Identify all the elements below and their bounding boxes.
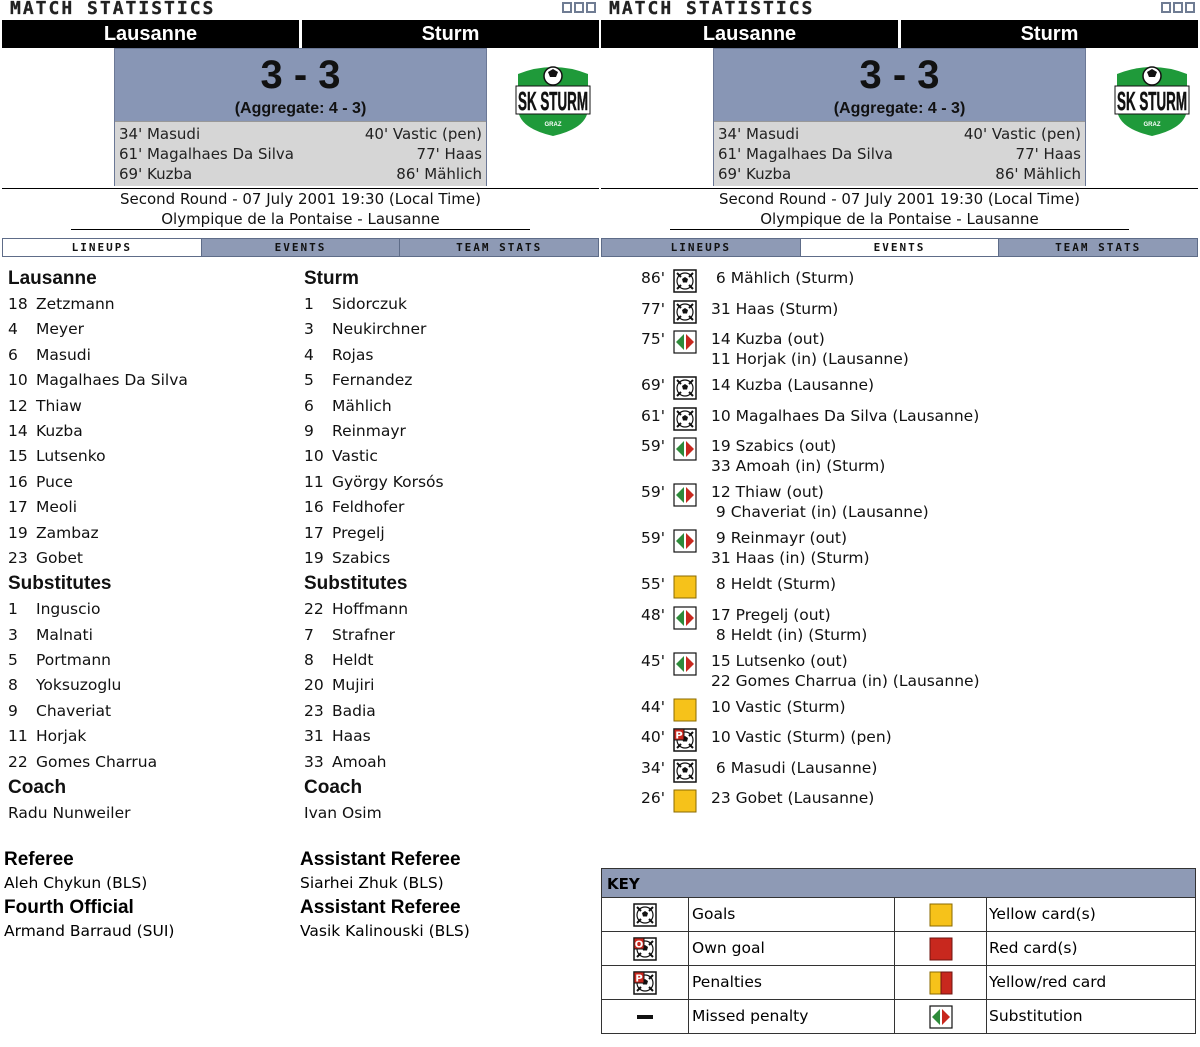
missed-icon	[602, 1000, 689, 1033]
yellow-icon	[896, 898, 987, 931]
lineups-panel	[2, 0, 599, 1047]
score-box	[713, 48, 1086, 186]
svg-text:P: P	[675, 730, 683, 742]
event-minute: 86'	[641, 269, 665, 287]
key-title: KEY	[602, 869, 1195, 898]
window-button-icon[interactable]	[1161, 2, 1171, 13]
player-row	[8, 597, 188, 622]
window-buttons	[1161, 2, 1195, 13]
event-text	[711, 788, 874, 808]
player-number: 14	[8, 421, 28, 440]
event-minute: 69'	[641, 376, 665, 394]
event-row	[601, 725, 1198, 756]
player-number: 16	[304, 498, 324, 517]
player-number: 4	[8, 320, 18, 339]
player-number: 6	[304, 396, 314, 415]
scorers	[714, 121, 1085, 186]
key-label: Red card(s)	[989, 939, 1078, 957]
event-line: 10 Magalhaes Da Silva (Lausanne)	[711, 406, 980, 425]
away-team-name: Sturm	[421, 23, 480, 45]
player-number: 1	[8, 600, 18, 619]
player-name: Portmann	[36, 651, 111, 670]
player-name: Meoli	[36, 498, 78, 517]
player-name: Mujiri	[332, 676, 375, 695]
svg-text:GRAZ: GRAZ	[1143, 122, 1161, 128]
home-scorers	[119, 124, 294, 184]
event-minute: 45'	[641, 651, 665, 670]
player-name: Strafner	[332, 625, 395, 644]
scorer: 77' Haas	[416, 145, 482, 163]
goal-icon	[673, 759, 697, 783]
player-row	[304, 317, 444, 342]
goal-icon	[673, 269, 697, 293]
player-name: Amoah	[332, 752, 387, 771]
svg-text:GRAZ: GRAZ	[544, 122, 562, 128]
event-row	[601, 649, 1198, 695]
event-line: 6 Masudi (Lausanne)	[711, 758, 878, 777]
key-label: Own goal	[692, 932, 895, 965]
player-number: 15	[8, 447, 28, 466]
official-name: Armand Barraud (SUI)	[4, 922, 175, 940]
player-name: György Korsós	[332, 472, 444, 491]
match-info	[601, 188, 1198, 230]
tab-events[interactable]: EVENTS	[800, 239, 999, 256]
away-scorers	[365, 124, 482, 184]
player-number: 11	[8, 727, 28, 746]
player-number: 12	[8, 396, 28, 415]
event-line: 9 Reinmayr (out)	[711, 529, 848, 547]
penalty-icon	[602, 966, 689, 999]
player-number: 1	[304, 295, 314, 313]
substitutes-heading: Substitutes	[8, 573, 112, 595]
event-row	[601, 404, 1198, 435]
key-row	[602, 966, 1195, 1000]
event-row	[601, 526, 1198, 572]
aggregate-score: (Aggregate: 4 - 3)	[234, 100, 367, 117]
event-line: 14 Kuzba (Lausanne)	[711, 376, 875, 394]
event-line: 33 Amoah (in) (Sturm)	[711, 457, 886, 475]
event-minute: 59'	[641, 529, 665, 547]
sub-icon	[673, 606, 697, 630]
event-row	[601, 480, 1198, 526]
home-scorers	[718, 124, 893, 184]
player-name: Zambaz	[36, 523, 99, 542]
player-number: 22	[304, 600, 324, 619]
official-name: Vasik Kalinouski (BLS)	[300, 922, 470, 940]
player-name: Fernandez	[332, 371, 413, 390]
official-title: Assistant Referee	[300, 897, 461, 918]
window-button-icon[interactable]	[1173, 2, 1183, 13]
player-number: 22	[8, 752, 28, 771]
away-scorers	[964, 124, 1081, 184]
event-line: 15 Lutsenko (out)	[711, 651, 848, 670]
event-line: 31 Haas (Sturm)	[711, 299, 839, 318]
player-row	[8, 343, 188, 368]
event-line: 8 Heldt (in) (Sturm)	[711, 625, 868, 644]
player-name: Inguscio	[36, 600, 101, 619]
event-row	[601, 327, 1198, 373]
window-button-icon[interactable]	[586, 2, 596, 13]
player-number: 10	[8, 371, 28, 390]
player-name: Malnati	[36, 625, 93, 644]
event-text	[711, 268, 854, 288]
player-name: Feldhofer	[332, 498, 405, 517]
player-name: Sidorczuk	[332, 295, 407, 313]
event-text	[711, 329, 909, 369]
event-text	[711, 375, 874, 395]
goal-icon	[673, 407, 697, 431]
player-row	[304, 648, 444, 673]
panel-title: MATCH STATISTICS	[609, 0, 815, 19]
event-row	[601, 373, 1198, 404]
player-row	[8, 368, 188, 393]
penalty-icon	[673, 728, 697, 752]
player-number: 23	[304, 701, 324, 720]
scorer: 40' Vastic (pen)	[364, 125, 482, 143]
player-row	[8, 495, 188, 520]
player-row	[8, 470, 188, 495]
player-number: 10	[304, 447, 324, 466]
player-number: 33	[304, 752, 324, 771]
player-name: Hoffmann	[332, 600, 409, 619]
svg-text:O: O	[634, 939, 644, 950]
player-name: Gobet	[36, 548, 83, 567]
player-row	[304, 546, 444, 571]
scorers	[115, 121, 486, 186]
yellow-icon	[673, 575, 697, 599]
player-row	[8, 750, 188, 775]
player-number: 5	[304, 371, 314, 390]
player-row	[8, 623, 188, 648]
scorer: 86' Mählich	[995, 165, 1081, 183]
player-number: 19	[304, 548, 324, 567]
player-row	[8, 292, 188, 317]
player-name: Haas	[332, 727, 371, 746]
goal-icon	[673, 300, 697, 324]
player-number: 16	[8, 472, 28, 491]
home-team-name: Lausanne	[103, 23, 198, 45]
player-row	[304, 470, 444, 495]
player-name: Zetzmann	[36, 295, 115, 313]
event-line: 14 Kuzba (out)	[711, 330, 825, 348]
scorer: 77' Haas	[1015, 145, 1081, 163]
round-date: Second Round - 07 July 2001 19:30 (Local Time)	[719, 190, 1080, 208]
player-row	[304, 521, 444, 546]
tab-bar	[601, 238, 1198, 257]
event-line: 23 Gobet (Lausanne)	[711, 789, 875, 807]
player-row	[304, 623, 444, 648]
event-line: 12 Thiaw (out)	[711, 483, 824, 501]
event-line: 10 Vastic (Sturm)	[711, 697, 846, 716]
sk-sturm-logo	[510, 60, 596, 138]
player-name: Masudi	[36, 345, 91, 364]
player-name: Puce	[36, 472, 73, 491]
venue: Olympique de la Pontaise - Lausanne	[71, 209, 530, 230]
svg-text:P: P	[635, 973, 643, 984]
event-line: 19 Szabics (out)	[711, 437, 837, 455]
player-row	[304, 699, 444, 724]
official-title: Assistant Referee	[300, 849, 461, 870]
event-line: 31 Haas (in) (Sturm)	[711, 549, 870, 567]
player-number: 31	[304, 727, 324, 746]
player-number: 7	[304, 625, 314, 644]
player-number: 17	[8, 498, 28, 517]
panel-title: MATCH STATISTICS	[10, 0, 216, 19]
player-row	[8, 317, 188, 342]
event-text	[711, 528, 870, 568]
player-name: Heldt	[332, 651, 374, 670]
player-row	[8, 419, 188, 444]
event-text	[711, 651, 980, 691]
event-minute: 59'	[641, 437, 665, 455]
substitutes-heading: Substitutes	[304, 573, 408, 595]
coach-heading: Coach	[304, 777, 363, 799]
event-row	[601, 434, 1198, 480]
event-text	[711, 299, 838, 319]
scorer: 40' Vastic (pen)	[963, 125, 1081, 143]
event-minute: 26'	[641, 789, 665, 807]
event-line: 8 Heldt (Sturm)	[711, 575, 837, 593]
home-team-name: Lausanne	[702, 23, 797, 45]
venue: Olympique de la Pontaise - Lausanne	[670, 209, 1129, 230]
player-number: 8	[8, 676, 18, 695]
event-minute: 61'	[641, 406, 665, 425]
event-line: 6 Mählich (Sturm)	[711, 269, 855, 287]
score: 3 - 3	[260, 53, 341, 97]
player-row	[8, 648, 188, 673]
event-minute: 75'	[641, 330, 665, 348]
player-name: Yoksuzoglu	[36, 676, 122, 695]
window-buttons	[562, 2, 596, 13]
player-name: Horjak	[36, 727, 87, 746]
sub-icon	[673, 483, 697, 507]
player-row	[8, 673, 188, 698]
red-icon	[896, 932, 987, 965]
away-team-name: Sturm	[1020, 23, 1079, 45]
official-title: Fourth Official	[4, 897, 134, 918]
window-button-icon[interactable]	[1185, 2, 1195, 13]
player-number: 9	[304, 421, 314, 440]
window-button-icon[interactable]	[562, 2, 572, 13]
official-name: Siarhei Zhuk (BLS)	[300, 874, 444, 892]
scorer: 34' Masudi	[119, 125, 201, 143]
player-number: 17	[304, 523, 324, 542]
player-name: Chaveriat	[36, 701, 112, 720]
player-name: Szabics	[332, 548, 391, 567]
event-text	[711, 406, 979, 426]
own-icon	[602, 932, 689, 965]
score: 3 - 3	[859, 53, 940, 97]
match-info	[2, 188, 599, 230]
event-minute: 77'	[641, 299, 665, 318]
player-number: 8	[304, 651, 314, 670]
event-text	[711, 605, 867, 645]
player-row	[8, 699, 188, 724]
team-heading: Lausanne	[8, 268, 97, 289]
event-minute: 59'	[641, 483, 665, 501]
svg-text:SK STURM: SK STURM	[1117, 86, 1187, 116]
yellow-icon	[673, 698, 697, 722]
events-list	[601, 266, 1198, 817]
round-date: Second Round - 07 July 2001 19:30 (Local Time)	[120, 190, 481, 208]
coach-name: Radu Nunweiler	[8, 804, 131, 823]
player-number: 9	[8, 701, 18, 720]
sk-sturm-logo	[1109, 60, 1195, 138]
player-number: 18	[8, 295, 28, 313]
coach-name: Ivan Osim	[304, 804, 382, 823]
player-number: 5	[8, 651, 18, 670]
goal-icon	[602, 898, 689, 931]
player-name: Pregelj	[332, 523, 385, 542]
svg-text:SK STURM: SK STURM	[518, 86, 588, 116]
player-name: Gomes Charrua	[36, 752, 158, 771]
official-title: Referee	[4, 849, 74, 870]
player-row	[304, 394, 444, 419]
tab-events[interactable]: EVENTS	[201, 239, 400, 256]
event-text	[711, 758, 877, 778]
player-name: Vastic	[332, 447, 378, 466]
player-name: Magalhaes Da Silva	[36, 371, 188, 390]
player-name: Lutsenko	[36, 447, 106, 466]
player-row	[8, 444, 188, 469]
tab-lineups[interactable]: LINEUPS	[3, 239, 201, 256]
event-minute: 44'	[641, 697, 665, 716]
event-text	[711, 727, 892, 747]
player-row	[8, 546, 188, 571]
scorer: 69' Kuzba	[718, 165, 792, 183]
sub-icon	[896, 1000, 987, 1033]
key-row	[602, 932, 1195, 966]
tab-bar	[2, 238, 599, 257]
player-name: Meyer	[36, 320, 84, 339]
player-name: Neukirchner	[332, 320, 427, 339]
window-button-icon[interactable]	[574, 2, 584, 13]
sub-icon	[673, 652, 697, 676]
event-line: 17 Pregelj (out)	[711, 605, 831, 624]
key-label: Yellow card(s)	[989, 905, 1096, 923]
player-row	[304, 368, 444, 393]
player-number: 4	[304, 345, 314, 364]
key-legend	[601, 868, 1196, 1034]
key-row	[602, 1000, 1195, 1033]
tab-lineups[interactable]: LINEUPS	[602, 239, 800, 256]
event-minute: 48'	[641, 605, 665, 624]
score-box	[114, 48, 487, 186]
scorer: 61' Magalhaes Da Silva	[119, 145, 294, 163]
event-row	[601, 297, 1198, 328]
scorer: 86' Mählich	[396, 165, 482, 183]
event-text	[711, 436, 885, 476]
scorer: 69' Kuzba	[119, 165, 193, 183]
key-label: Goals	[692, 898, 895, 931]
event-minute: 40'	[641, 728, 665, 746]
official-name: Aleh Chykun (BLS)	[4, 874, 148, 892]
player-name: Badia	[332, 701, 376, 720]
yellow-icon	[673, 789, 697, 813]
event-minute: 55'	[641, 575, 665, 593]
tab-team-stats[interactable]: TEAM STATS	[998, 239, 1197, 256]
yellowred-icon	[896, 966, 987, 999]
event-line: 11 Horjak (in) (Lausanne)	[711, 350, 909, 368]
player-name: Reinmayr	[332, 421, 406, 440]
player-row	[8, 394, 188, 419]
player-row	[304, 724, 444, 749]
key-label: Substitution	[989, 1007, 1083, 1025]
player-number: 3	[304, 320, 314, 339]
player-number: 3	[8, 625, 18, 644]
coach-heading: Coach	[8, 777, 67, 799]
sub-icon	[673, 529, 697, 553]
tab-team-stats[interactable]: TEAM STATS	[399, 239, 598, 256]
team-heading: Sturm	[304, 268, 359, 289]
player-number: 20	[304, 676, 324, 695]
player-number: 11	[304, 472, 324, 491]
key-label: Penalties	[692, 966, 895, 999]
home-lineup	[8, 266, 188, 826]
player-row	[304, 444, 444, 469]
player-name: Thiaw	[36, 396, 82, 415]
player-row	[8, 724, 188, 749]
player-row	[304, 597, 444, 622]
scorer: 61' Magalhaes Da Silva	[718, 145, 893, 163]
scorer: 34' Masudi	[718, 125, 800, 143]
player-row	[304, 673, 444, 698]
event-row	[601, 603, 1198, 649]
event-line: 9 Chaveriat (in) (Lausanne)	[711, 503, 929, 521]
event-row	[601, 572, 1198, 603]
event-text	[711, 482, 929, 522]
event-text	[711, 574, 836, 594]
player-row	[304, 343, 444, 368]
player-row	[304, 419, 444, 444]
events-panel	[601, 0, 1198, 1047]
player-number: 19	[8, 523, 28, 542]
key-label: Missed penalty	[692, 1000, 895, 1033]
event-row	[601, 786, 1198, 817]
aggregate-score: (Aggregate: 4 - 3)	[833, 100, 966, 117]
sub-icon	[673, 437, 697, 461]
event-row	[601, 756, 1198, 787]
event-line: 10 Vastic (Sturm) (pen)	[711, 728, 892, 746]
event-minute: 34'	[641, 758, 665, 777]
player-name: Rojas	[332, 345, 374, 364]
player-number: 23	[8, 548, 28, 567]
player-row	[304, 750, 444, 775]
player-name: Mählich	[332, 396, 392, 415]
event-row	[601, 695, 1198, 726]
teams-bar	[601, 20, 1198, 48]
key-row	[602, 898, 1195, 932]
event-line: 22 Gomes Charrua (in) (Lausanne)	[711, 671, 980, 690]
goal-icon	[673, 376, 697, 400]
player-row	[8, 521, 188, 546]
player-row	[304, 292, 444, 317]
sub-icon	[673, 330, 697, 354]
player-row	[304, 495, 444, 520]
key-label: Yellow/red card	[989, 973, 1107, 991]
away-lineup	[304, 266, 444, 826]
event-row	[601, 266, 1198, 297]
teams-bar	[2, 20, 599, 48]
player-number: 6	[8, 345, 18, 364]
player-name: Kuzba	[36, 421, 83, 440]
event-text	[711, 697, 846, 717]
